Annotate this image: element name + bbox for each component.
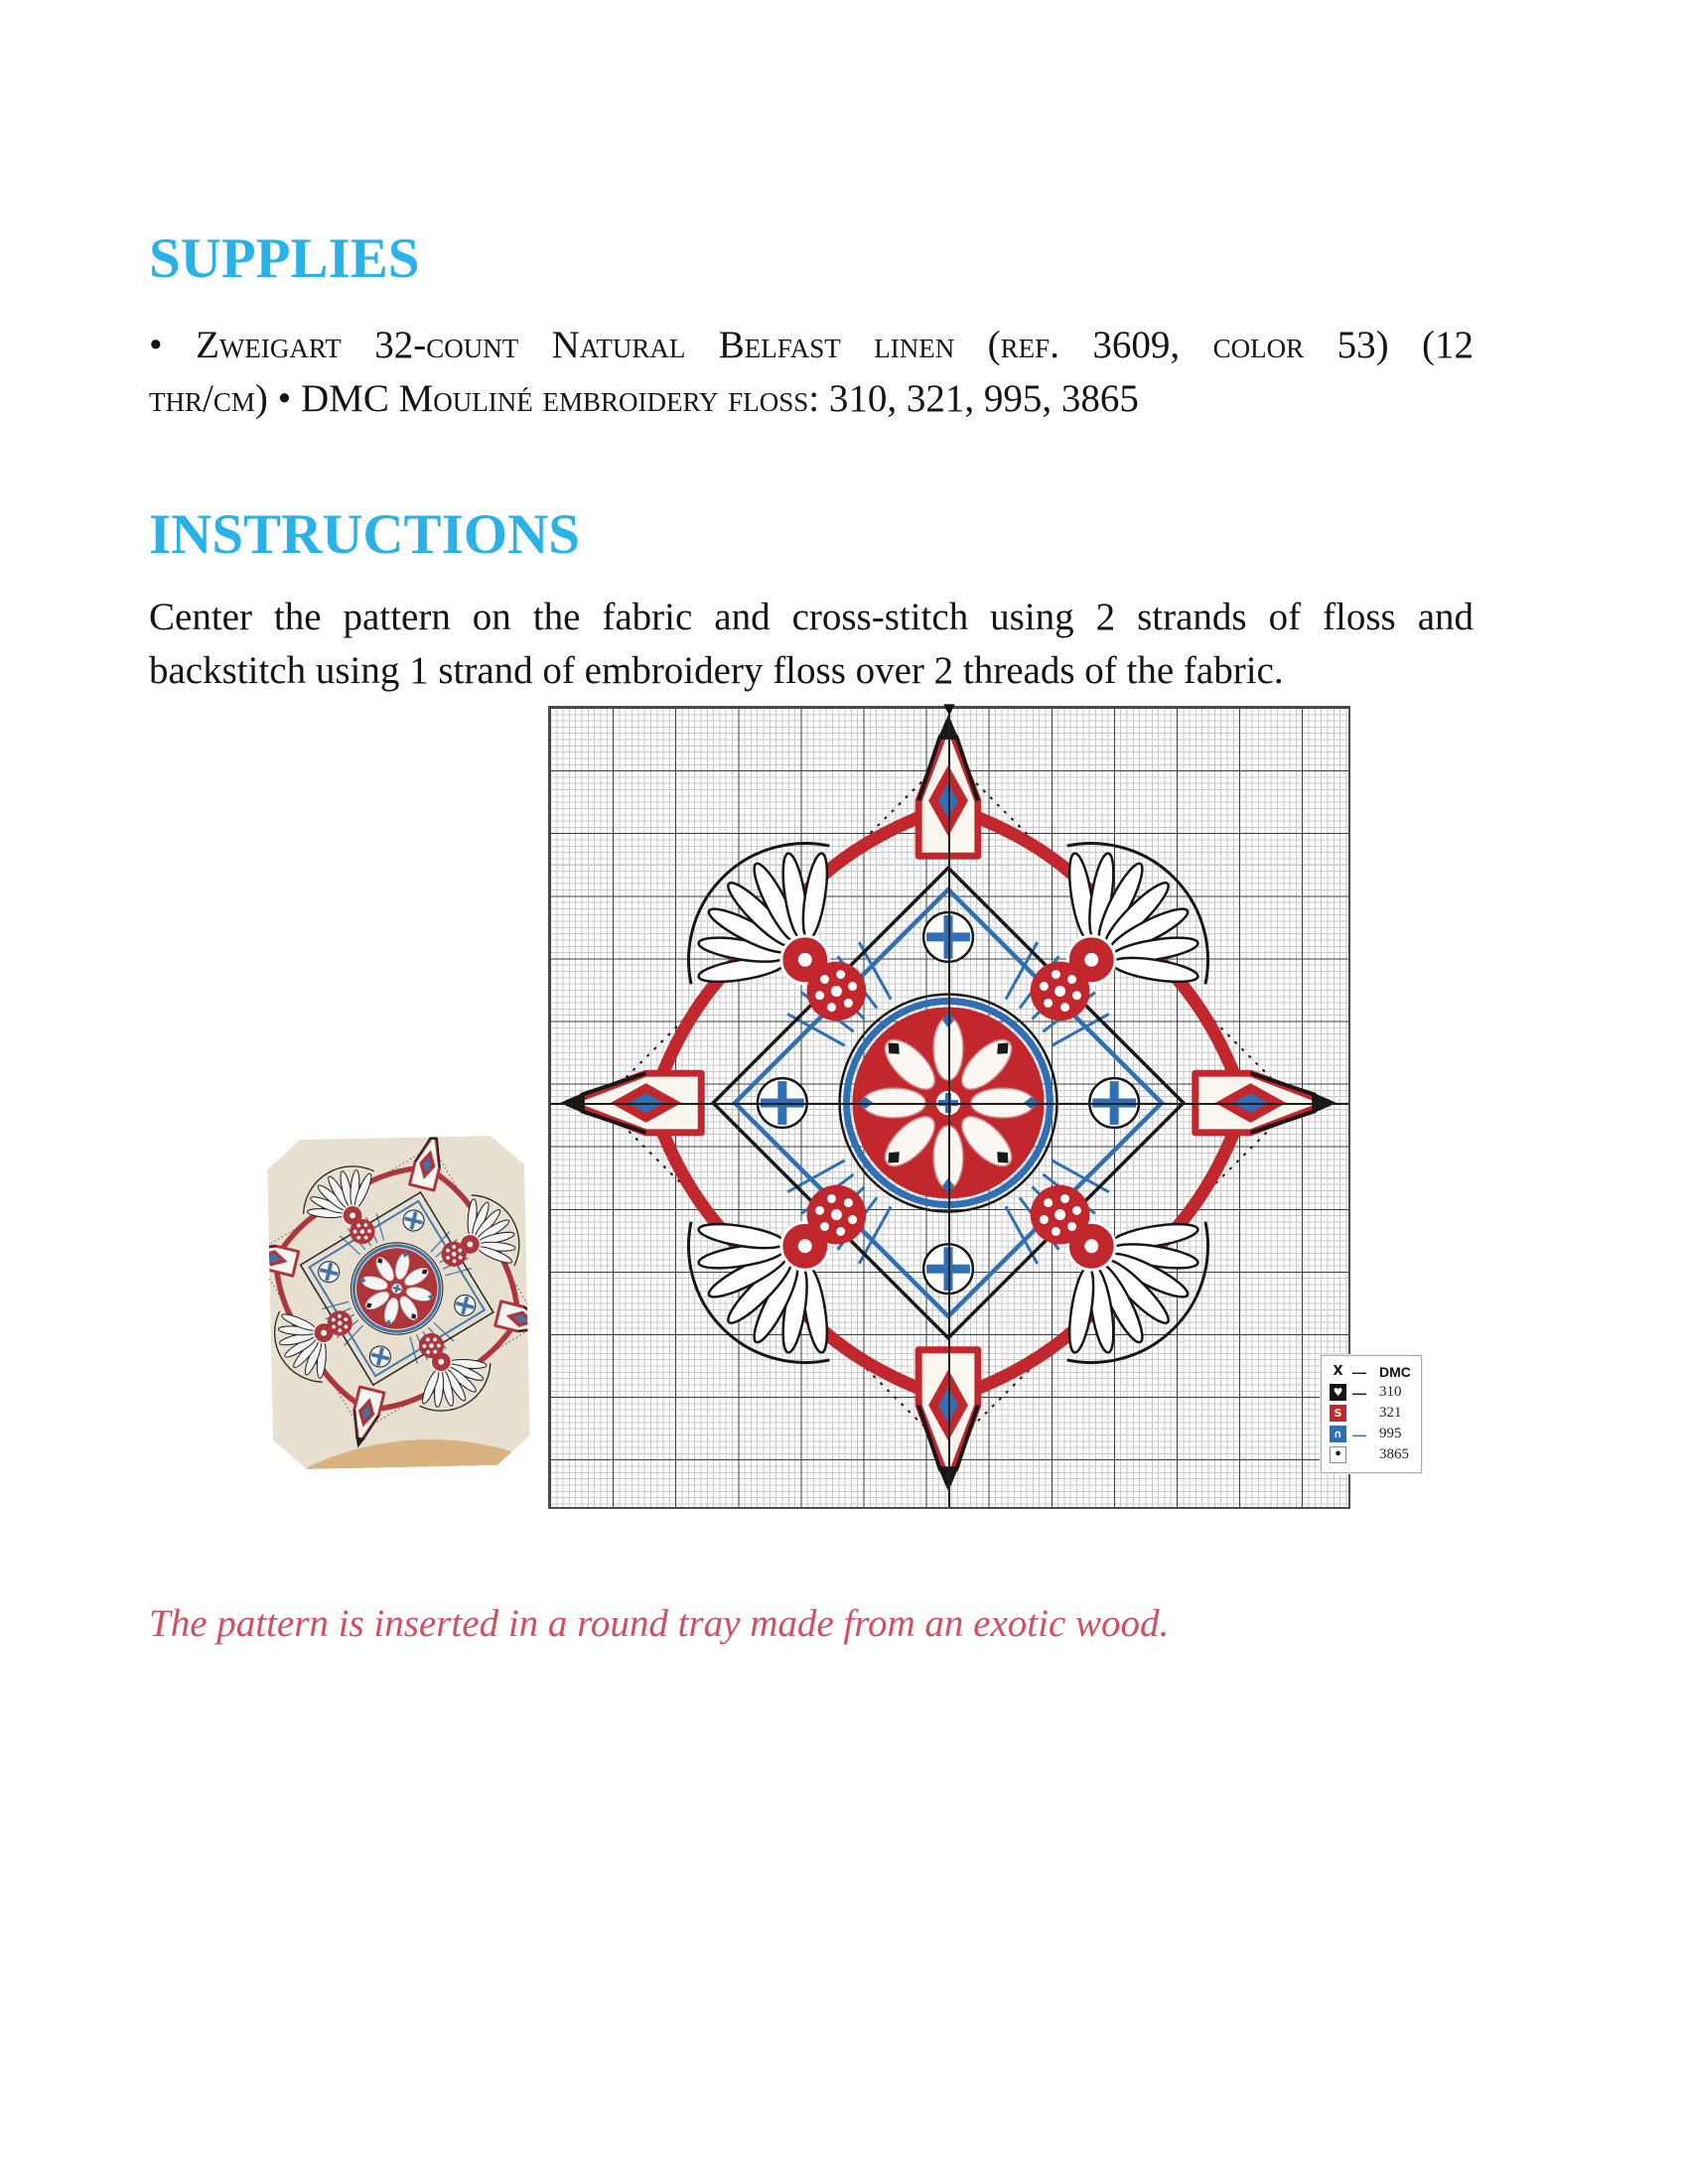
legend-code: 310 <box>1379 1384 1402 1400</box>
legend-header-label: DMC <box>1379 1363 1411 1380</box>
legend-row <box>1330 1424 1417 1444</box>
supplies-heading: SUPPLIES <box>149 227 420 291</box>
n-symbol-icon: ∩ <box>1330 1426 1346 1442</box>
legend-code: 3865 <box>1379 1446 1409 1462</box>
caption-text: The pattern is inserted in a round tray made from an exotic wood. <box>149 1602 1170 1645</box>
heart-symbol-icon: ♥ <box>1330 1384 1346 1401</box>
instructions-heading: INSTRUCTIONS <box>149 503 580 567</box>
supplies-line: • Zweigart 32-count Natural Belfast linen (ref. 3609, color 53) (12 <box>149 324 1474 366</box>
instruction-line: backstitch using 1 strand of embroidery floss over 2 threads of the fabric. <box>149 649 1284 692</box>
legend-code: 321 <box>1379 1405 1402 1421</box>
legend-row <box>1330 1403 1417 1424</box>
instructions-paragraph <box>149 591 1474 698</box>
legend-dash: — <box>1352 1426 1366 1442</box>
pattern-chart <box>548 700 1411 1509</box>
legend-row <box>1330 1444 1417 1465</box>
instruction-line: Center the pattern on the fabric and cross-stitch using 2 strands of floss and <box>149 596 1474 638</box>
chart-center-vertical-line <box>948 708 950 1507</box>
supplies-paragraph <box>149 319 1474 426</box>
legend-header-x: X <box>1333 1364 1343 1379</box>
legend-dash: — <box>1352 1384 1366 1401</box>
chart-center-horizontal-line <box>550 1103 1348 1105</box>
legend-code: 995 <box>1379 1426 1402 1441</box>
photo-mandala <box>267 1135 531 1469</box>
legend-row <box>1330 1382 1417 1403</box>
chart-legend <box>1321 1355 1422 1473</box>
supplies-line: thr/cm) • DMC Mouliné embroidery floss: 310, 321, 995, 3865 <box>149 377 1139 420</box>
legend-header-row <box>1330 1361 1417 1382</box>
legend-header-dash: — <box>1352 1363 1366 1380</box>
finished-work-photo <box>267 1135 531 1469</box>
center-marker-icon: ▼ <box>943 700 955 718</box>
dot-symbol-icon: • <box>1330 1446 1346 1463</box>
s-symbol-icon: S <box>1330 1405 1346 1422</box>
